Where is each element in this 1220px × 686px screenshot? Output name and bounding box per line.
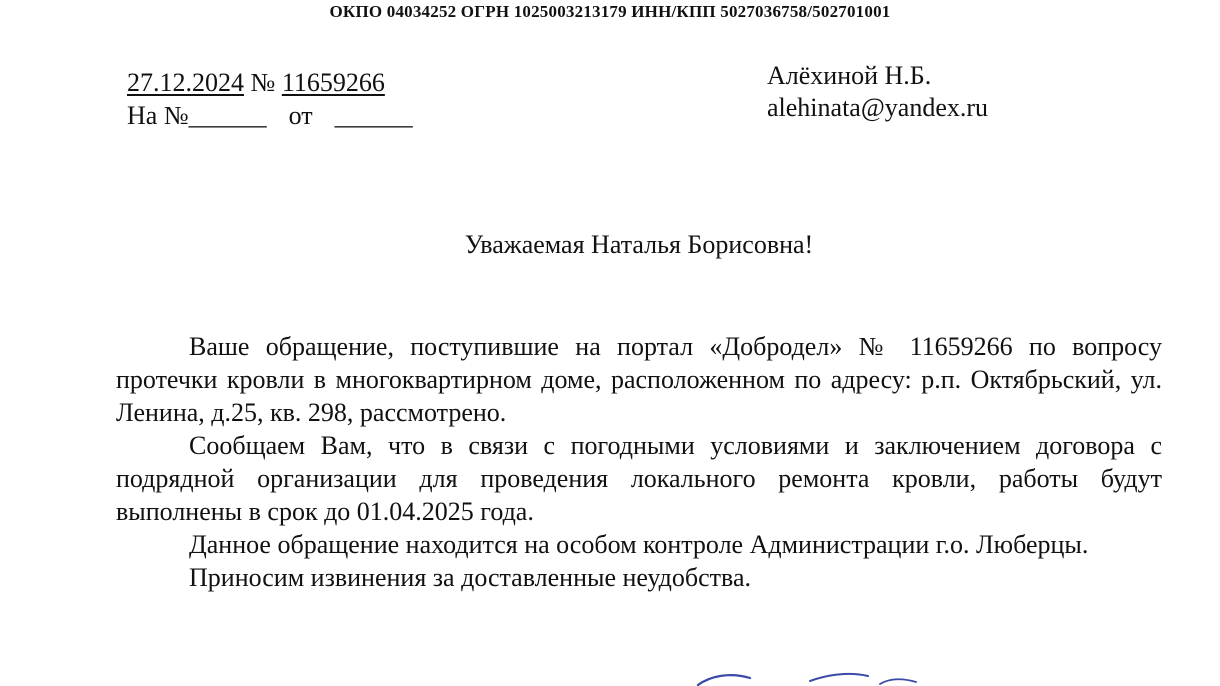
outgoing-date: 27.12.2024 [127, 68, 244, 97]
outgoing-number: 11659266 [281, 68, 385, 97]
number-sign: № [250, 68, 276, 97]
reference-from-label: от [288, 101, 313, 130]
addressee-block [767, 60, 988, 124]
incoming-reference-line [127, 99, 413, 132]
body-paragraph: Сообщаем Вам, что в связи с погодными условиями и заключением договора с подрядной организации для проведения локального ремонта кровли, работы будут выполнены в срок до 01.04.2025 года. [116, 431, 1162, 526]
organization-requisites: ОКПО 04034252 ОГРН 1025003213179 ИНН/КПП 5027036758/502701001 [329, 2, 891, 21]
addressee-email: alehinata@yandex.ru [767, 93, 989, 122]
reference-number-label: На № [127, 101, 189, 130]
signature-stroke [698, 675, 750, 685]
body-paragraph: Данное обращение находится на особом контроле Администрации г.о. Люберцы. [189, 530, 1089, 559]
body-paragraph: Приносим извинения за доставленные неудобства. [189, 563, 752, 592]
outgoing-registration-line [127, 66, 413, 99]
handwritten-signature [690, 668, 930, 686]
reference-date-blank: ______ [334, 101, 413, 130]
addressee-name: Алёхиной Н.Б. [767, 61, 932, 90]
signature-stroke [810, 674, 868, 681]
salutation: Уважаемая Наталья Борисовна! [464, 230, 814, 259]
signature-stroke [880, 679, 916, 684]
body-paragraph: Ваше обращение, поступившие на портал «Добродел» № 11659266 по вопросу протечки кровли в многоквартирном доме, расположенном по адресу: р.п. Октябрьский, ул. Ленина, д.25, кв. 298, рассмотрено. [116, 332, 1162, 427]
registration-block [127, 66, 413, 132]
letter-body [116, 330, 1162, 594]
reference-number-blank: ______ [188, 101, 267, 130]
